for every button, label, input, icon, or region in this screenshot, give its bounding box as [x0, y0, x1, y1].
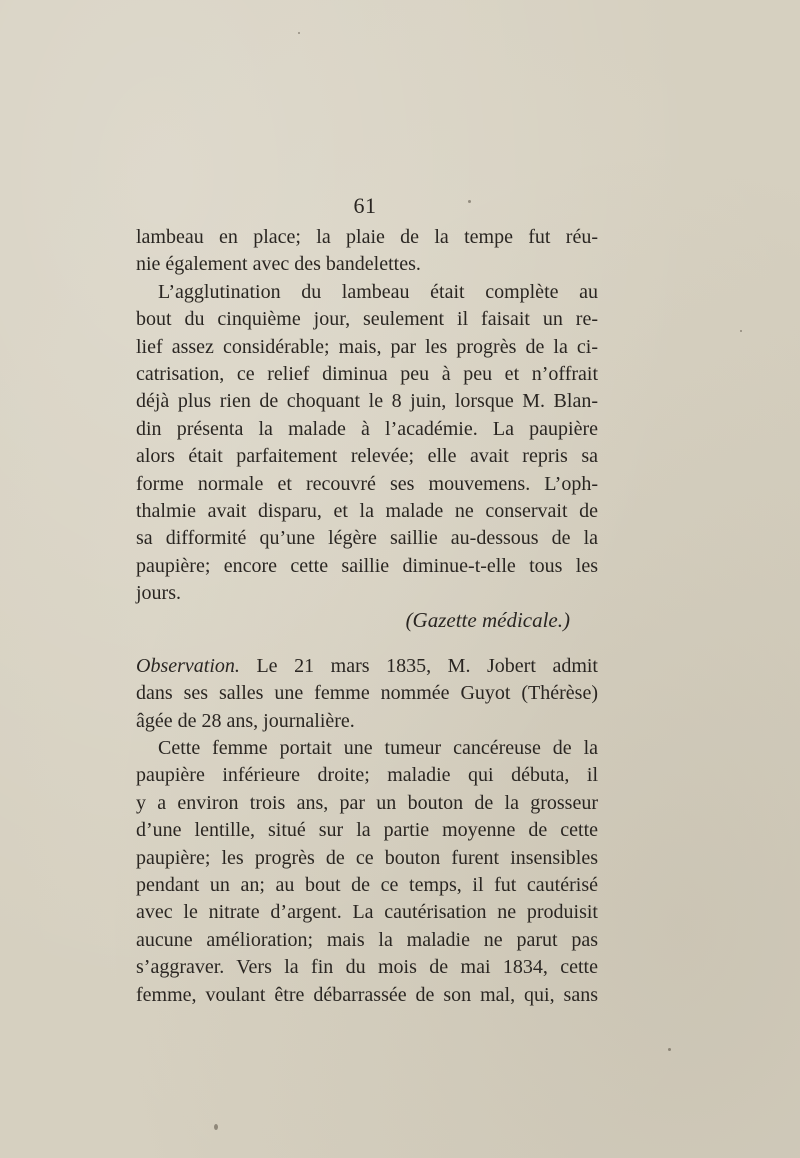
text-line: nie également avec des bandelettes. — [136, 253, 421, 276]
text-line: avec le nitrate d’argent. La cautérisation ne produisit — [136, 901, 598, 924]
text-line: aucune amélioration; mais la maladie ne parut pas — [136, 928, 598, 951]
text-line: L’agglutination du lambeau était complète au — [158, 280, 598, 303]
paper-speck — [668, 1048, 671, 1051]
text-line: Cette femme portait une tumeur cancéreuse de la — [158, 737, 598, 760]
text-line: s’aggraver. Vers la fin du mois de mai 1834, cette — [136, 956, 598, 979]
text-line: din présenta la malade à l’académie. La paupière — [136, 417, 598, 440]
text-line: pendant un an; au bout de ce temps, il fut cautérisé — [136, 873, 598, 896]
text-line: sa difformité qu’une légère saillie au-dessous de la — [136, 527, 598, 550]
observation-first-line: Le 21 mars 1835, M. Jobert admit — [256, 654, 598, 677]
text-line: paupière inférieure droite; maladie qui débuta, il — [136, 764, 598, 787]
paper-speck — [468, 200, 471, 203]
page-number: 61 — [353, 193, 377, 218]
text-line: y a environ trois ans, par un bouton de la grosseur — [136, 791, 598, 814]
text-line: jours. — [136, 582, 181, 605]
source-citation: (Gazette médicale.) — [405, 608, 570, 633]
observation-heading-line — [136, 653, 598, 680]
text-line: thalmie avait disparu, et la malade ne conservait de — [136, 499, 598, 522]
text-line: dans ses salles une femme nommée Guyot (Thérèse) — [136, 682, 598, 705]
text-line: lambeau en place; la plaie de la tempe fut réu- — [136, 226, 598, 248]
text-line: âgée de 28 ans, journalière. — [136, 709, 355, 732]
text-line: d’une lentille, situé sur la partie moyenne de cette — [136, 819, 598, 842]
paper-speck — [740, 330, 742, 332]
text-line: paupière; les progrès de ce bouton furent insensibles — [136, 846, 598, 869]
paper-speck — [214, 1124, 218, 1130]
body-text — [136, 224, 598, 1009]
text-line: paupière; encore cette saillie diminue-t-elle tous les — [136, 554, 598, 577]
observation-label: Observation. — [136, 654, 240, 677]
paper-speck — [298, 32, 300, 34]
text-line: lief assez considérable; mais, par les progrès de la ci- — [136, 335, 598, 358]
text-line: alors était parfaitement relevée; elle avait repris sa — [136, 445, 598, 468]
text-line: bout du cinquième jour, seulement il faisait un re- — [136, 308, 598, 331]
section-gap — [136, 635, 598, 653]
text-line: forme normale et recouvré ses mouvemens. L’oph- — [136, 472, 598, 495]
text-line: femme, voulant être débarrassée de son mal, qui, sans — [136, 983, 598, 1006]
text-line: catrisation, ce relief diminua peu à peu et n’offrait — [136, 362, 598, 385]
text-line: déjà plus rien de choquant le 8 juin, lorsque M. Blan- — [136, 390, 598, 413]
